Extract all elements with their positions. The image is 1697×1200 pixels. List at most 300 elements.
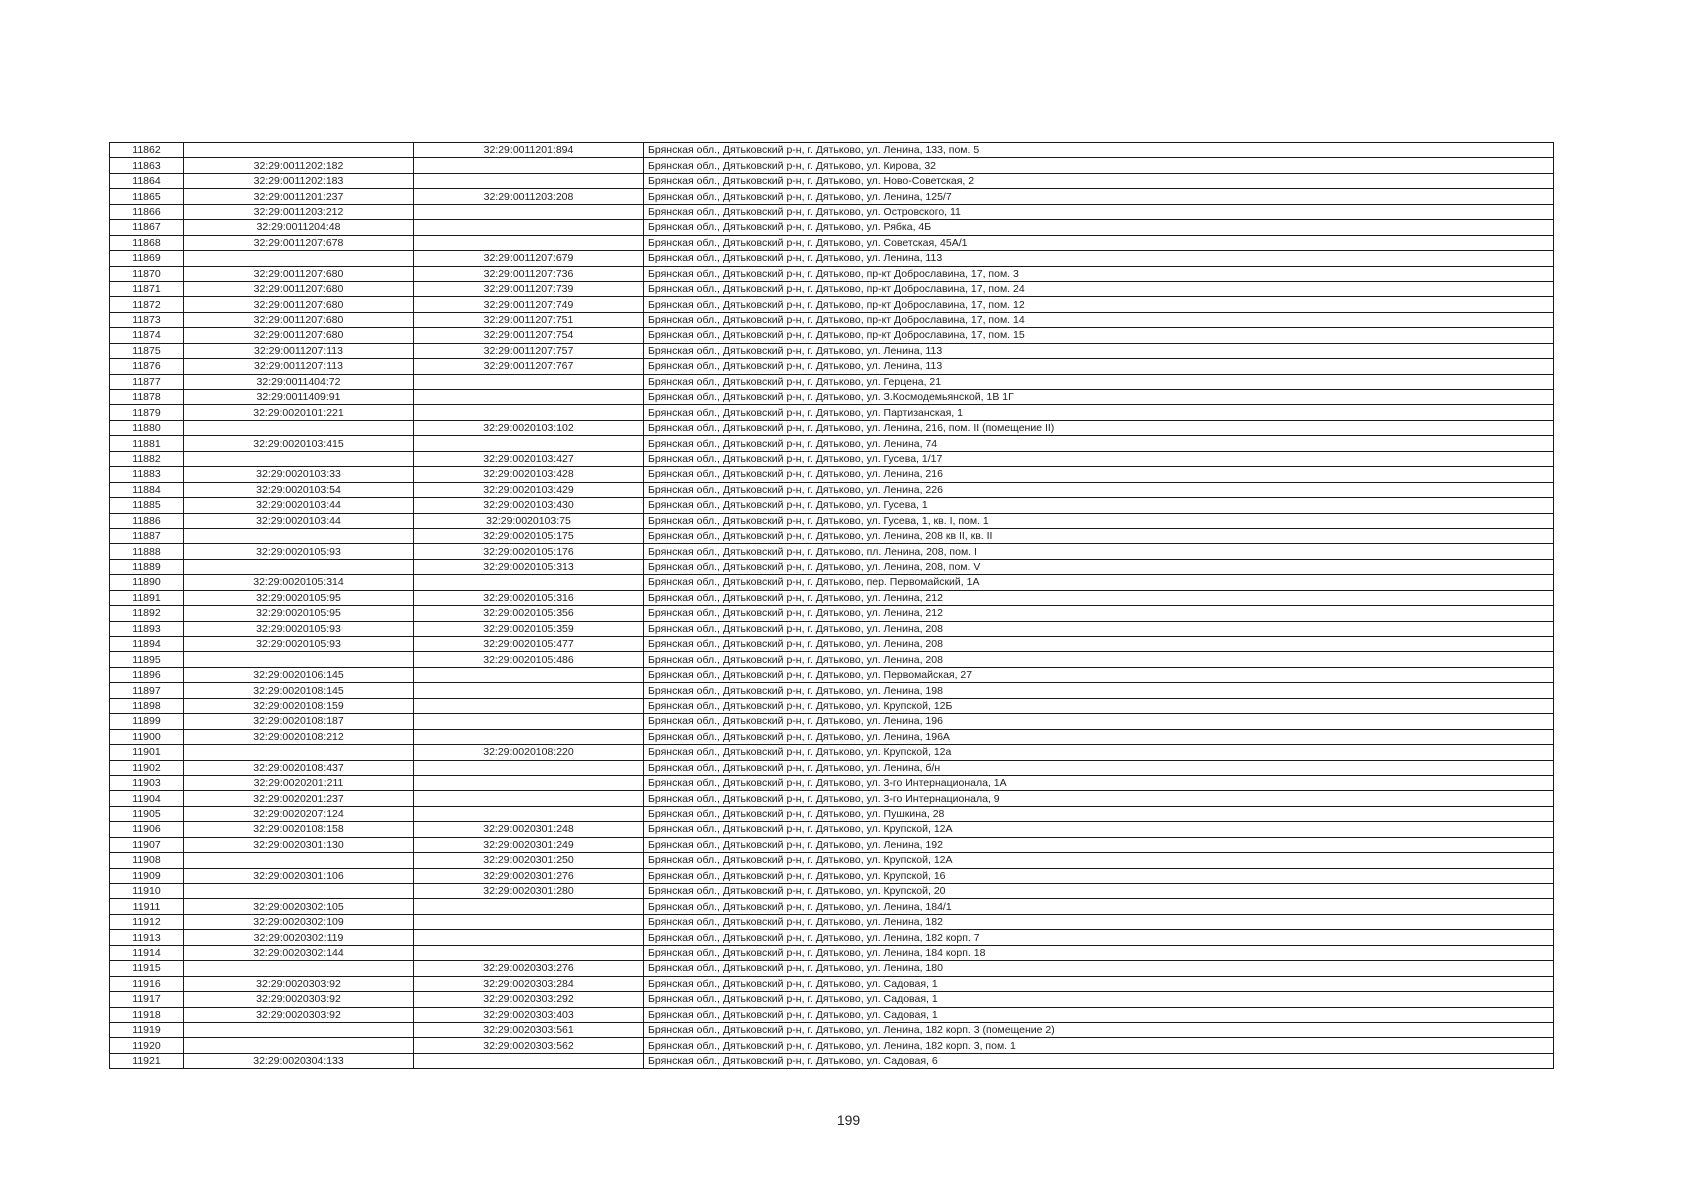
address-cell: Брянская обл., Дятьковский р-н, г. Дятьково, пр-кт Доброславина, 17, пом. 14	[644, 312, 1554, 327]
land-plot-number-cell: 32:29:0020103:33	[184, 467, 414, 482]
building-number-cell: 32:29:0020105:356	[414, 606, 644, 621]
row-number-cell: 11903	[110, 775, 184, 790]
table-row	[110, 328, 1554, 343]
land-plot-number-cell: 32:29:0011207:678	[184, 235, 414, 250]
land-plot-number-cell: 32:29:0020108:159	[184, 698, 414, 713]
building-number-cell	[414, 729, 644, 744]
building-number-cell	[414, 714, 644, 729]
land-plot-number-cell: 32:29:0011204:48	[184, 220, 414, 235]
address-cell: Брянская обл., Дятьковский р-н, г. Дятьково, ул. Ленина, 113	[644, 359, 1554, 374]
address-cell: Брянская обл., Дятьковский р-н, г. Дятьково, ул. Ленина, 198	[644, 683, 1554, 698]
land-plot-number-cell	[184, 884, 414, 899]
land-plot-number-cell: 32:29:0020105:93	[184, 637, 414, 652]
building-number-cell	[414, 220, 644, 235]
row-number-cell: 11920	[110, 1038, 184, 1053]
land-plot-number-cell	[184, 251, 414, 266]
table-row	[110, 390, 1554, 405]
row-number-cell: 11865	[110, 189, 184, 204]
building-number-cell: 32:29:0020303:561	[414, 1022, 644, 1037]
building-number-cell	[414, 760, 644, 775]
row-number-cell: 11875	[110, 343, 184, 358]
address-cell: Брянская обл., Дятьковский р-н, г. Дятьково, ул. З.Космодемьянской, 1В 1Г	[644, 390, 1554, 405]
table-row	[110, 853, 1554, 868]
land-plot-number-cell: 32:29:0020108:187	[184, 714, 414, 729]
land-plot-number-cell: 32:29:0020108:158	[184, 822, 414, 837]
row-number-cell: 11873	[110, 312, 184, 327]
building-number-cell: 32:29:0011207:767	[414, 359, 644, 374]
table-row	[110, 559, 1554, 574]
row-number-cell: 11881	[110, 436, 184, 451]
address-cell: Брянская обл., Дятьковский р-н, г. Дятьково, ул. Ленина, 113	[644, 343, 1554, 358]
row-number-cell: 11877	[110, 374, 184, 389]
land-plot-number-cell: 32:29:0020108:145	[184, 683, 414, 698]
land-plot-number-cell	[184, 143, 414, 158]
building-number-cell	[414, 698, 644, 713]
row-number-cell: 11896	[110, 667, 184, 682]
address-cell: Брянская обл., Дятьковский р-н, г. Дятьково, ул. Ленина, 180	[644, 961, 1554, 976]
building-number-cell: 32:29:0020301:276	[414, 868, 644, 883]
building-number-cell	[414, 683, 644, 698]
address-cell: Брянская обл., Дятьковский р-н, г. Дятьково, ул. Крупской, 12Б	[644, 698, 1554, 713]
row-number-cell: 11894	[110, 637, 184, 652]
address-cell: Брянская обл., Дятьковский р-н, г. Дятьково, ул. 3-го Интернационала, 9	[644, 791, 1554, 806]
building-number-cell	[414, 405, 644, 420]
table-row	[110, 281, 1554, 296]
table-row	[110, 1038, 1554, 1053]
land-plot-number-cell: 32:29:0020101:221	[184, 405, 414, 420]
row-number-cell: 11917	[110, 992, 184, 1007]
address-cell: Брянская обл., Дятьковский р-н, г. Дятьково, ул. Ленина, 182	[644, 914, 1554, 929]
row-number-cell: 11869	[110, 251, 184, 266]
table-row	[110, 791, 1554, 806]
building-number-cell: 32:29:0020103:75	[414, 513, 644, 528]
row-number-cell: 11905	[110, 806, 184, 821]
row-number-cell: 11900	[110, 729, 184, 744]
row-number-cell: 11887	[110, 528, 184, 543]
address-cell: Брянская обл., Дятьковский р-н, г. Дятьково, ул. Рябка, 4Б	[644, 220, 1554, 235]
address-cell: Брянская обл., Дятьковский р-н, г. Дятьково, пр-кт Доброславина, 17, пом. 15	[644, 328, 1554, 343]
land-plot-number-cell: 32:29:0020201:211	[184, 775, 414, 790]
building-number-cell: 32:29:0020303:562	[414, 1038, 644, 1053]
building-number-cell: 32:29:0020301:248	[414, 822, 644, 837]
land-plot-number-cell: 32:29:0020301:106	[184, 868, 414, 883]
row-number-cell: 11906	[110, 822, 184, 837]
table-row	[110, 158, 1554, 173]
table-row	[110, 436, 1554, 451]
row-number-cell: 11895	[110, 652, 184, 667]
land-plot-number-cell: 32:29:0020108:212	[184, 729, 414, 744]
row-number-cell: 11862	[110, 143, 184, 158]
address-cell: Брянская обл., Дятьковский р-н, г. Дятьково, ул. Садовая, 1	[644, 1007, 1554, 1022]
building-number-cell: 32:29:0011201:894	[414, 143, 644, 158]
land-plot-number-cell	[184, 1038, 414, 1053]
land-plot-number-cell: 32:29:0020103:415	[184, 436, 414, 451]
table-row	[110, 405, 1554, 420]
table-row	[110, 251, 1554, 266]
row-number-cell: 11912	[110, 914, 184, 929]
address-cell: Брянская обл., Дятьковский р-н, г. Дятьково, ул. Ленина, 113	[644, 251, 1554, 266]
property-table-body	[110, 143, 1554, 1069]
land-plot-number-cell	[184, 853, 414, 868]
table-row	[110, 544, 1554, 559]
land-plot-number-cell: 32:29:0011207:680	[184, 328, 414, 343]
row-number-cell: 11911	[110, 899, 184, 914]
address-cell: Брянская обл., Дятьковский р-н, г. Дятьково, ул. Ленина, 226	[644, 482, 1554, 497]
table-row	[110, 343, 1554, 358]
row-number-cell: 11907	[110, 837, 184, 852]
table-row	[110, 1053, 1554, 1068]
building-number-cell: 32:29:0020105:359	[414, 621, 644, 636]
table-row	[110, 235, 1554, 250]
row-number-cell: 11918	[110, 1007, 184, 1022]
table-row	[110, 637, 1554, 652]
table-row	[110, 729, 1554, 744]
table-row	[110, 992, 1554, 1007]
land-plot-number-cell	[184, 559, 414, 574]
table-row	[110, 621, 1554, 636]
table-row	[110, 683, 1554, 698]
table-row	[110, 374, 1554, 389]
building-number-cell: 32:29:0011207:751	[414, 312, 644, 327]
building-number-cell	[414, 1053, 644, 1068]
table-row	[110, 868, 1554, 883]
table-row	[110, 220, 1554, 235]
land-plot-number-cell: 32:29:0011409:91	[184, 390, 414, 405]
row-number-cell: 11916	[110, 976, 184, 991]
table-row	[110, 961, 1554, 976]
row-number-cell: 11886	[110, 513, 184, 528]
address-cell: Брянская обл., Дятьковский р-н, г. Дятьково, ул. Ленина, 212	[644, 606, 1554, 621]
table-row	[110, 359, 1554, 374]
address-cell: Брянская обл., Дятьковский р-н, г. Дятьково, ул. Ленина, 182 корп. 3 (помещение 2)	[644, 1022, 1554, 1037]
land-plot-number-cell: 32:29:0020105:95	[184, 606, 414, 621]
table-row	[110, 297, 1554, 312]
building-number-cell: 32:29:0020301:280	[414, 884, 644, 899]
building-number-cell: 32:29:0020105:175	[414, 528, 644, 543]
building-number-cell: 32:29:0011207:757	[414, 343, 644, 358]
building-number-cell: 32:29:0020105:477	[414, 637, 644, 652]
land-plot-number-cell	[184, 1022, 414, 1037]
address-cell: Брянская обл., Дятьковский р-н, г. Дятьково, ул. Ленина, 208	[644, 652, 1554, 667]
row-number-cell: 11888	[110, 544, 184, 559]
table-row	[110, 806, 1554, 821]
table-row	[110, 822, 1554, 837]
land-plot-number-cell: 32:29:0020106:145	[184, 667, 414, 682]
table-row	[110, 204, 1554, 219]
row-number-cell: 11867	[110, 220, 184, 235]
address-cell: Брянская обл., Дятьковский р-н, г. Дятьково, ул. Ленина, 74	[644, 436, 1554, 451]
row-number-cell: 11883	[110, 467, 184, 482]
address-cell: Брянская обл., Дятьковский р-н, г. Дятьково, ул. Партизанская, 1	[644, 405, 1554, 420]
row-number-cell: 11893	[110, 621, 184, 636]
building-number-cell: 32:29:0020108:220	[414, 745, 644, 760]
address-cell: Брянская обл., Дятьковский р-н, г. Дятьково, ул. Ленина, б/н	[644, 760, 1554, 775]
land-plot-number-cell: 32:29:0020303:92	[184, 1007, 414, 1022]
building-number-cell: 32:29:0020103:428	[414, 467, 644, 482]
table-row	[110, 976, 1554, 991]
row-number-cell: 11913	[110, 930, 184, 945]
land-plot-number-cell: 32:29:0020207:124	[184, 806, 414, 821]
building-number-cell: 32:29:0020303:276	[414, 961, 644, 976]
building-number-cell: 32:29:0020303:292	[414, 992, 644, 1007]
row-number-cell: 11884	[110, 482, 184, 497]
land-plot-number-cell: 32:29:0020303:92	[184, 976, 414, 991]
row-number-cell: 11910	[110, 884, 184, 899]
building-number-cell	[414, 235, 644, 250]
land-plot-number-cell	[184, 451, 414, 466]
address-cell: Брянская обл., Дятьковский р-н, г. Дятьково, ул. Кирова, 32	[644, 158, 1554, 173]
land-plot-number-cell: 32:29:0020201:237	[184, 791, 414, 806]
building-number-cell	[414, 899, 644, 914]
row-number-cell: 11876	[110, 359, 184, 374]
table-row	[110, 528, 1554, 543]
address-cell: Брянская обл., Дятьковский р-н, г. Дятьково, ул. Садовая, 1	[644, 992, 1554, 1007]
row-number-cell: 11908	[110, 853, 184, 868]
row-number-cell: 11882	[110, 451, 184, 466]
address-cell: Брянская обл., Дятьковский р-н, г. Дятьково, ул. Ленина, 182 корп. 3, пом. 1	[644, 1038, 1554, 1053]
address-cell: Брянская обл., Дятьковский р-н, г. Дятьково, ул. 3-го Интернационала, 1А	[644, 775, 1554, 790]
address-cell: Брянская обл., Дятьковский р-н, г. Дятьково, ул. Ново-Советская, 2	[644, 173, 1554, 188]
land-plot-number-cell	[184, 961, 414, 976]
address-cell: Брянская обл., Дятьковский р-н, г. Дятьково, ул. Ленина, 212	[644, 590, 1554, 605]
land-plot-number-cell: 32:29:0020105:93	[184, 544, 414, 559]
address-cell: Брянская обл., Дятьковский р-н, г. Дятьково, ул. Ленина, 216, пом. II (помещение II)	[644, 420, 1554, 435]
building-number-cell: 32:29:0020103:430	[414, 498, 644, 513]
table-row	[110, 745, 1554, 760]
land-plot-number-cell: 32:29:0011207:680	[184, 281, 414, 296]
address-cell: Брянская обл., Дятьковский р-н, г. Дятьково, ул. Крупской, 12А	[644, 853, 1554, 868]
land-plot-number-cell	[184, 420, 414, 435]
building-number-cell	[414, 575, 644, 590]
row-number-cell: 11901	[110, 745, 184, 760]
address-cell: Брянская обл., Дятьковский р-н, г. Дятьково, ул. Ленина, 196	[644, 714, 1554, 729]
building-number-cell	[414, 791, 644, 806]
building-number-cell	[414, 374, 644, 389]
table-row	[110, 189, 1554, 204]
land-plot-number-cell: 32:29:0020105:95	[184, 590, 414, 605]
address-cell: Брянская обл., Дятьковский р-н, г. Дятьково, ул. Ленина, 133, пом. 5	[644, 143, 1554, 158]
row-number-cell: 11890	[110, 575, 184, 590]
table-row	[110, 482, 1554, 497]
table-row	[110, 420, 1554, 435]
table-row	[110, 775, 1554, 790]
row-number-cell: 11874	[110, 328, 184, 343]
table-row	[110, 884, 1554, 899]
address-cell: Брянская обл., Дятьковский р-н, г. Дятьково, ул. Ленина, 184 корп. 18	[644, 945, 1554, 960]
table-row	[110, 312, 1554, 327]
address-cell: Брянская обл., Дятьковский р-н, г. Дятьково, пр-кт Доброславина, 17, пом. 3	[644, 266, 1554, 281]
building-number-cell	[414, 436, 644, 451]
table-row	[110, 143, 1554, 158]
land-plot-number-cell: 32:29:0020108:437	[184, 760, 414, 775]
row-number-cell: 11904	[110, 791, 184, 806]
table-row	[110, 899, 1554, 914]
table-row	[110, 266, 1554, 281]
row-number-cell: 11915	[110, 961, 184, 976]
land-plot-number-cell	[184, 652, 414, 667]
table-row	[110, 1022, 1554, 1037]
building-number-cell	[414, 930, 644, 945]
row-number-cell: 11871	[110, 281, 184, 296]
row-number-cell: 11885	[110, 498, 184, 513]
table-row	[110, 760, 1554, 775]
building-number-cell: 32:29:0020105:176	[414, 544, 644, 559]
land-plot-number-cell: 32:29:0020303:92	[184, 992, 414, 1007]
building-number-cell: 32:29:0020103:427	[414, 451, 644, 466]
address-cell: Брянская обл., Дятьковский р-н, г. Дятьково, ул. Садовая, 1	[644, 976, 1554, 991]
building-number-cell: 32:29:0020105:313	[414, 559, 644, 574]
land-plot-number-cell: 32:29:0020103:44	[184, 513, 414, 528]
address-cell: Брянская обл., Дятьковский р-н, г. Дятьково, ул. Ленина, 125/7	[644, 189, 1554, 204]
row-number-cell: 11914	[110, 945, 184, 960]
address-cell: Брянская обл., Дятьковский р-н, г. Дятьково, ул. Ленина, 182 корп. 7	[644, 930, 1554, 945]
row-number-cell: 11891	[110, 590, 184, 605]
table-row	[110, 914, 1554, 929]
address-cell: Брянская обл., Дятьковский р-н, г. Дятьково, ул. Крупской, 20	[644, 884, 1554, 899]
address-cell: Брянская обл., Дятьковский р-н, г. Дятьково, ул. Ленина, 196А	[644, 729, 1554, 744]
address-cell: Брянская обл., Дятьковский р-н, г. Дятьково, ул. Ленина, 208	[644, 637, 1554, 652]
land-plot-number-cell: 32:29:0020105:93	[184, 621, 414, 636]
address-cell: Брянская обл., Дятьковский р-н, г. Дятьково, пр-кт Доброславина, 17, пом. 24	[644, 281, 1554, 296]
row-number-cell: 11868	[110, 235, 184, 250]
land-plot-number-cell: 32:29:0011201:237	[184, 189, 414, 204]
row-number-cell: 11878	[110, 390, 184, 405]
land-plot-number-cell: 32:29:0020302:119	[184, 930, 414, 945]
table-row	[110, 837, 1554, 852]
address-cell: Брянская обл., Дятьковский р-н, г. Дятьково, ул. Ленина, 208 кв II, кв. II	[644, 528, 1554, 543]
row-number-cell: 11902	[110, 760, 184, 775]
row-number-cell: 11909	[110, 868, 184, 883]
land-plot-number-cell	[184, 745, 414, 760]
building-number-cell: 32:29:0020301:249	[414, 837, 644, 852]
land-plot-number-cell: 32:29:0011207:680	[184, 266, 414, 281]
land-plot-number-cell: 32:29:0011207:113	[184, 359, 414, 374]
land-plot-number-cell: 32:29:0020304:133	[184, 1053, 414, 1068]
address-cell: Брянская обл., Дятьковский р-н, г. Дятьково, ул. Герцена, 21	[644, 374, 1554, 389]
building-number-cell: 32:29:0020105:486	[414, 652, 644, 667]
land-plot-number-cell: 32:29:0020103:54	[184, 482, 414, 497]
building-number-cell: 32:29:0011203:208	[414, 189, 644, 204]
building-number-cell	[414, 667, 644, 682]
row-number-cell: 11892	[110, 606, 184, 621]
building-number-cell	[414, 390, 644, 405]
address-cell: Брянская обл., Дятьковский р-н, г. Дятьково, ул. Гусева, 1/17	[644, 451, 1554, 466]
building-number-cell: 32:29:0011207:736	[414, 266, 644, 281]
address-cell: Брянская обл., Дятьковский р-н, г. Дятьково, ул. Крупской, 12А	[644, 822, 1554, 837]
address-cell: Брянская обл., Дятьковский р-н, г. Дятьково, ул. Ленина, 208, пом. V	[644, 559, 1554, 574]
land-plot-number-cell: 32:29:0020302:109	[184, 914, 414, 929]
land-plot-number-cell: 32:29:0011404:72	[184, 374, 414, 389]
table-row	[110, 467, 1554, 482]
row-number-cell: 11919	[110, 1022, 184, 1037]
land-plot-number-cell: 32:29:0011203:212	[184, 204, 414, 219]
land-plot-number-cell: 32:29:0020105:314	[184, 575, 414, 590]
building-number-cell: 32:29:0020301:250	[414, 853, 644, 868]
land-plot-number-cell: 32:29:0011207:680	[184, 297, 414, 312]
page-number: 199	[836, 1112, 861, 1128]
row-number-cell: 11880	[110, 420, 184, 435]
row-number-cell: 11872	[110, 297, 184, 312]
address-cell: Брянская обл., Дятьковский р-н, г. Дятьково, ул. Крупской, 16	[644, 868, 1554, 883]
row-number-cell: 11879	[110, 405, 184, 420]
address-cell: Брянская обл., Дятьковский р-н, г. Дятьково, ул. Ленина, 208	[644, 621, 1554, 636]
table-row	[110, 1007, 1554, 1022]
row-number-cell: 11897	[110, 683, 184, 698]
building-number-cell	[414, 204, 644, 219]
table-row	[110, 667, 1554, 682]
building-number-cell	[414, 158, 644, 173]
address-cell: Брянская обл., Дятьковский р-н, г. Дятьково, ул. Первомайская, 27	[644, 667, 1554, 682]
land-plot-number-cell: 32:29:0011202:183	[184, 173, 414, 188]
table-row	[110, 652, 1554, 667]
building-number-cell: 32:29:0020303:284	[414, 976, 644, 991]
row-number-cell: 11898	[110, 698, 184, 713]
land-plot-number-cell: 32:29:0020301:130	[184, 837, 414, 852]
row-number-cell: 11870	[110, 266, 184, 281]
table-row	[110, 698, 1554, 713]
building-number-cell: 32:29:0011207:749	[414, 297, 644, 312]
table-row	[110, 714, 1554, 729]
building-number-cell	[414, 914, 644, 929]
row-number-cell: 11866	[110, 204, 184, 219]
address-cell: Брянская обл., Дятьковский р-н, г. Дятьково, ул. Ленина, 184/1	[644, 899, 1554, 914]
land-plot-number-cell: 32:29:0020302:144	[184, 945, 414, 960]
building-number-cell: 32:29:0011207:739	[414, 281, 644, 296]
row-number-cell: 11899	[110, 714, 184, 729]
building-number-cell: 32:29:0020103:102	[414, 420, 644, 435]
table-row	[110, 451, 1554, 466]
building-number-cell: 32:29:0011207:754	[414, 328, 644, 343]
table-row	[110, 606, 1554, 621]
address-cell: Брянская обл., Дятьковский р-н, г. Дятьково, ул. Ленина, 216	[644, 467, 1554, 482]
address-cell: Брянская обл., Дятьковский р-н, г. Дятьково, пер. Первомайский, 1А	[644, 575, 1554, 590]
row-number-cell: 11889	[110, 559, 184, 574]
land-plot-number-cell: 32:29:0020302:105	[184, 899, 414, 914]
table-row	[110, 945, 1554, 960]
address-cell: Брянская обл., Дятьковский р-н, г. Дятьково, ул. Крупской, 12а	[644, 745, 1554, 760]
building-number-cell	[414, 806, 644, 821]
land-plot-number-cell: 32:29:0011202:182	[184, 158, 414, 173]
table-row	[110, 498, 1554, 513]
building-number-cell	[414, 173, 644, 188]
table-row	[110, 590, 1554, 605]
address-cell: Брянская обл., Дятьковский р-н, г. Дятьково, ул. Советская, 45А/1	[644, 235, 1554, 250]
table-row	[110, 173, 1554, 188]
address-cell: Брянская обл., Дятьковский р-н, г. Дятьково, ул. Гусева, 1	[644, 498, 1554, 513]
building-number-cell: 32:29:0020105:316	[414, 590, 644, 605]
address-cell: Брянская обл., Дятьковский р-н, г. Дятьково, ул. Гусева, 1, кв. I, пом. 1	[644, 513, 1554, 528]
table-row	[110, 575, 1554, 590]
address-cell: Брянская обл., Дятьковский р-н, г. Дятьково, ул. Ленина, 192	[644, 837, 1554, 852]
building-number-cell: 32:29:0020103:429	[414, 482, 644, 497]
building-number-cell	[414, 775, 644, 790]
address-cell: Брянская обл., Дятьковский р-н, г. Дятьково, ул. Пушкина, 28	[644, 806, 1554, 821]
address-cell: Брянская обл., Дятьковский р-н, г. Дятьково, ул. Островского, 11	[644, 204, 1554, 219]
building-number-cell	[414, 945, 644, 960]
address-cell: Брянская обл., Дятьковский р-н, г. Дятьково, пл. Ленина, 208, пом. I	[644, 544, 1554, 559]
row-number-cell: 11921	[110, 1053, 184, 1068]
land-plot-number-cell: 32:29:0011207:680	[184, 312, 414, 327]
building-number-cell: 32:29:0020303:403	[414, 1007, 644, 1022]
row-number-cell: 11864	[110, 173, 184, 188]
row-number-cell: 11863	[110, 158, 184, 173]
land-plot-number-cell: 32:29:0020103:44	[184, 498, 414, 513]
address-cell: Брянская обл., Дятьковский р-н, г. Дятьково, пр-кт Доброславина, 17, пом. 12	[644, 297, 1554, 312]
property-table	[109, 142, 1554, 1069]
address-cell: Брянская обл., Дятьковский р-н, г. Дятьково, ул. Садовая, 6	[644, 1053, 1554, 1068]
land-plot-number-cell: 32:29:0011207:113	[184, 343, 414, 358]
land-plot-number-cell	[184, 528, 414, 543]
